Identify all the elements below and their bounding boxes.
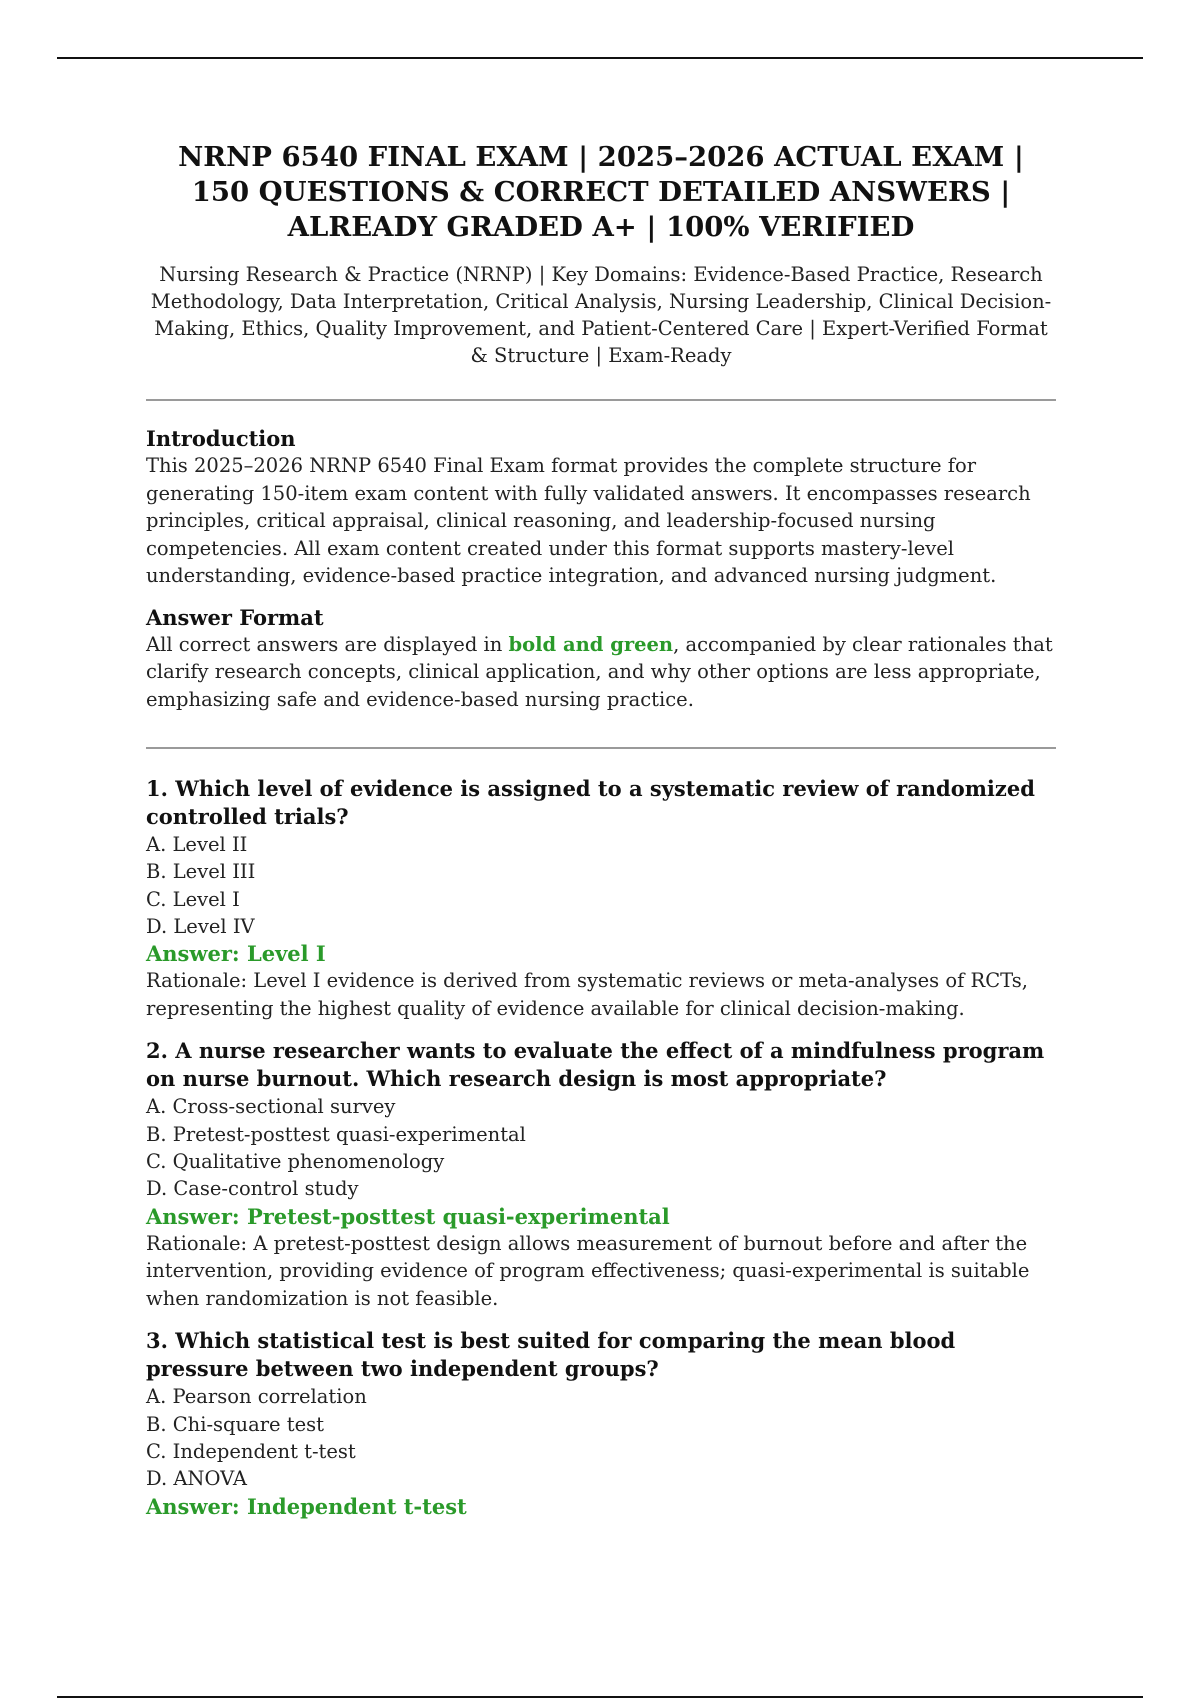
answer-option: B. Level III	[146, 860, 256, 884]
correct-answer: Answer: Level I	[146, 941, 326, 967]
answer-format-highlight: bold and green	[508, 632, 674, 656]
answer-rationale: Rationale: Level I evidence is derived from systematic reviews or meta-analyses of RCTs, representing the highest quality of evidence available for clinical decision-making.	[146, 969, 1028, 1020]
question-text: 3. Which statistical test is best suited for comparing the mean blood pressure between two independent groups?	[146, 1328, 956, 1382]
answer-option: C. Qualitative phenomenology	[146, 1150, 445, 1174]
answer-format-section	[146, 604, 1056, 714]
answer-option: A. Level II	[146, 833, 248, 856]
answer-format-text	[146, 631, 1056, 714]
answer-format-text-before: All correct answers are displayed in	[146, 632, 509, 656]
answer-option: C. Independent t-test	[146, 1440, 356, 1464]
answer-option: D. Level IV	[146, 914, 255, 938]
answer-format-text-after: , accompanied by clear rationales that clarify research concepts, clinical application, and why other options are less appropriate, emphasizing safe and evidence-based nursing practice.	[146, 632, 1053, 711]
answer-option: A. Pearson correlation	[146, 1385, 367, 1409]
question-item	[146, 1327, 1056, 1519]
page-top-rule	[57, 57, 1143, 59]
question-list	[146, 775, 1056, 1520]
answer-option: C. Level I	[146, 887, 240, 911]
question-text: 2. A nurse researcher wants to evaluate the effect of a mindfulness program on nurse burnout. Which research design is most appropriate?	[146, 1038, 1045, 1092]
section-divider	[146, 399, 1056, 401]
correct-answer: Answer: Pretest-posttest quasi-experimental	[146, 1203, 670, 1229]
answer-option: A. Cross-sectional survey	[146, 1095, 396, 1119]
answer-option: D. Case-control study	[146, 1177, 359, 1201]
document-title: NRNP 6540 FINAL EXAM | 2025–2026 ACTUAL EXAM | 150 QUESTIONS & CORRECT DETAILED ANSWERS | ALREADY GRADED A+ | 100% VERIFIED	[178, 141, 1024, 243]
section-divider	[146, 747, 1056, 749]
document-body	[146, 140, 1056, 1535]
page-bottom-rule	[57, 1696, 1143, 1698]
question-text: 1. Which level of evidence is assigned to a systematic review of randomized controlled trials?	[146, 776, 1035, 829]
introduction-heading: Introduction	[146, 426, 296, 451]
question-item	[146, 775, 1056, 1022]
answer-format-heading: Answer Format	[146, 604, 324, 630]
answer-option: D. ANOVA	[146, 1467, 247, 1491]
introduction-section	[146, 425, 1056, 590]
question-item	[146, 1037, 1056, 1312]
answer-option: B. Chi-square test	[146, 1412, 324, 1436]
answer-rationale: Rationale: A pretest-posttest design allows measurement of burnout before and after the intervention, providing evidence of program effectiveness; quasi-experimental is suitable when randomization is not feasible.	[146, 1231, 1030, 1310]
introduction-text: This 2025–2026 NRNP 6540 Final Exam format provides the complete structure for generating 150-item exam content with fully validated answers. It encompasses research principles, critical appraisal, clinical reasoning, and leadership-focused nursing competencies. All exam content created under this format supports mastery-level understanding, evidence-based practice integration, and advanced nursing judgment.	[146, 454, 1031, 587]
document-subtitle: Nursing Research & Practice (NRNP) | Key Domains: Evidence-Based Practice, Research Methodology, Data Interpretation, Critical Analysis, Nursing Leadership, Clinical Decision-Making, Ethics, Quality Improvement, and Patient-Centered Care | Expert-Verified Format & Structure | Exam-Ready	[150, 263, 1052, 367]
correct-answer: Answer: Independent t-test	[146, 1493, 467, 1519]
answer-option: B. Pretest-posttest quasi-experimental	[146, 1122, 526, 1146]
